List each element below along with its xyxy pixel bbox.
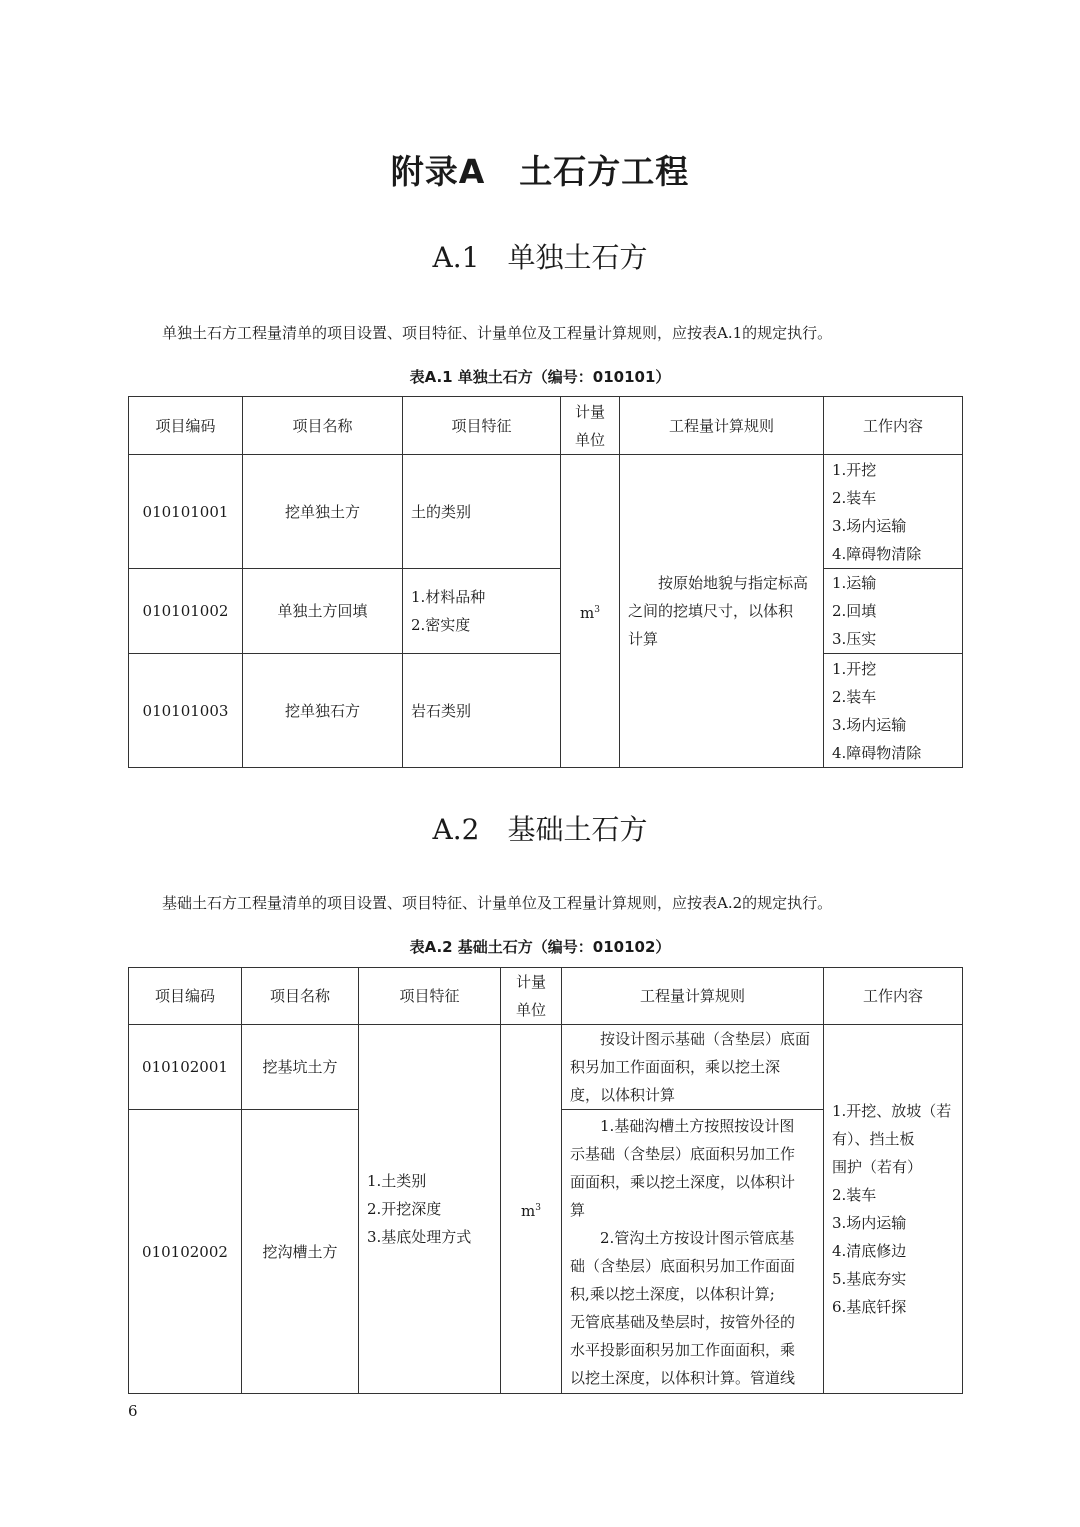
section-title-a1: A.1 单独土石方 [432,241,648,274]
header-feature: 项目特征 [359,968,501,1025]
section-intro-a1: 单独土石方工程量清单的项目设置、项目特征、计量单位及工程量计算规则，应按表A.1的规定执行。 [162,324,833,342]
item-feature: 1.材料品种 2.密实度 [403,569,561,654]
table-a2 [128,967,963,1394]
header-name: 项目名称 [242,968,359,1025]
table-row [129,455,963,569]
item-code: 010102001 [129,1025,242,1110]
item-rule: 1.基础沟槽土方按照按设计图 示基础（含垫层）底面积另加工作 面面积，乘以挖土深度，以体积计 算 2.管沟土方按设计图示管底基 础（含垫层）底面积另加工作面面 积,乘以挖土深度，以体积计算; 无管底基础及垫层时，按管外径的 水平投影面积另加工作面面积，乘 以挖土深度，以体积计算。管道线 [562,1110,824,1394]
table-header-row [129,397,963,455]
header-name: 项目名称 [243,397,403,455]
item-name: 挖基坑土方 [242,1025,359,1110]
item-name: 挖单独石方 [243,654,403,768]
item-code: 010101003 [129,654,243,768]
item-work: 1.开挖、放坡（若 有）、挡土板 围护（若有） 2.装车 3.场内运输 4.清底修边 5.基底夯实 6.基底钎探 [824,1025,963,1394]
header-rule: 工程量计算规则 [562,968,824,1025]
item-feature: 土的类别 [403,455,561,569]
item-unit: $m^3$ [501,1025,562,1394]
table-row [129,1025,963,1110]
item-work: 1.开挖 2.装车 3.场内运输 4.障碍物清除 [824,455,963,569]
table-header-row [129,968,963,1025]
header-code: 项目编码 [129,968,242,1025]
item-name: 挖沟槽土方 [242,1110,359,1394]
header-work: 工作内容 [824,397,963,455]
header-unit: 计量 单位 [561,397,620,455]
item-feature: 1.土类别 2.开挖深度 3.基底处理方式 [359,1025,501,1394]
item-work: 1.运输 2.回填 3.压实 [824,569,963,654]
item-unit: $m^3$ [561,455,620,768]
page-title: 附录A 土石方工程 [390,152,690,191]
item-code: 010101001 [129,455,243,569]
item-name: 挖单独土方 [243,455,403,569]
item-name: 单独土方回填 [243,569,403,654]
table-row [129,569,963,654]
header-unit: 计量 单位 [501,968,562,1025]
table-a1 [128,396,963,768]
header-work: 工作内容 [824,968,963,1025]
table-caption-a2: 表A.2 基础土石方（编号：010102） [409,938,671,956]
table-caption-a1: 表A.1 单独土石方（编号：010101） [409,368,671,386]
section-title-a2: A.2 基础土石方 [432,813,648,846]
item-rule: 按原始地貌与指定标高 之间的挖填尺寸，以体积 计算 [620,455,824,768]
item-code: 010102002 [129,1110,242,1394]
item-work: 1.开挖 2.装车 3.场内运输 4.障碍物清除 [824,654,963,768]
item-rule: 按设计图示基础（含垫层）底面 积另加工作面面积，乘以挖土深 度，以体积计算 [562,1025,824,1110]
item-code: 010101002 [129,569,243,654]
section-intro-a2: 基础土石方工程量清单的项目设置、项目特征、计量单位及工程量计算规则，应按表A.2的规定执行。 [162,894,833,912]
table-row [129,654,963,768]
header-code: 项目编码 [129,397,243,455]
header-rule: 工程量计算规则 [620,397,824,455]
item-feature: 岩石类别 [403,654,561,768]
header-feature: 项目特征 [403,397,561,455]
page-number: 6 [128,1402,138,1420]
